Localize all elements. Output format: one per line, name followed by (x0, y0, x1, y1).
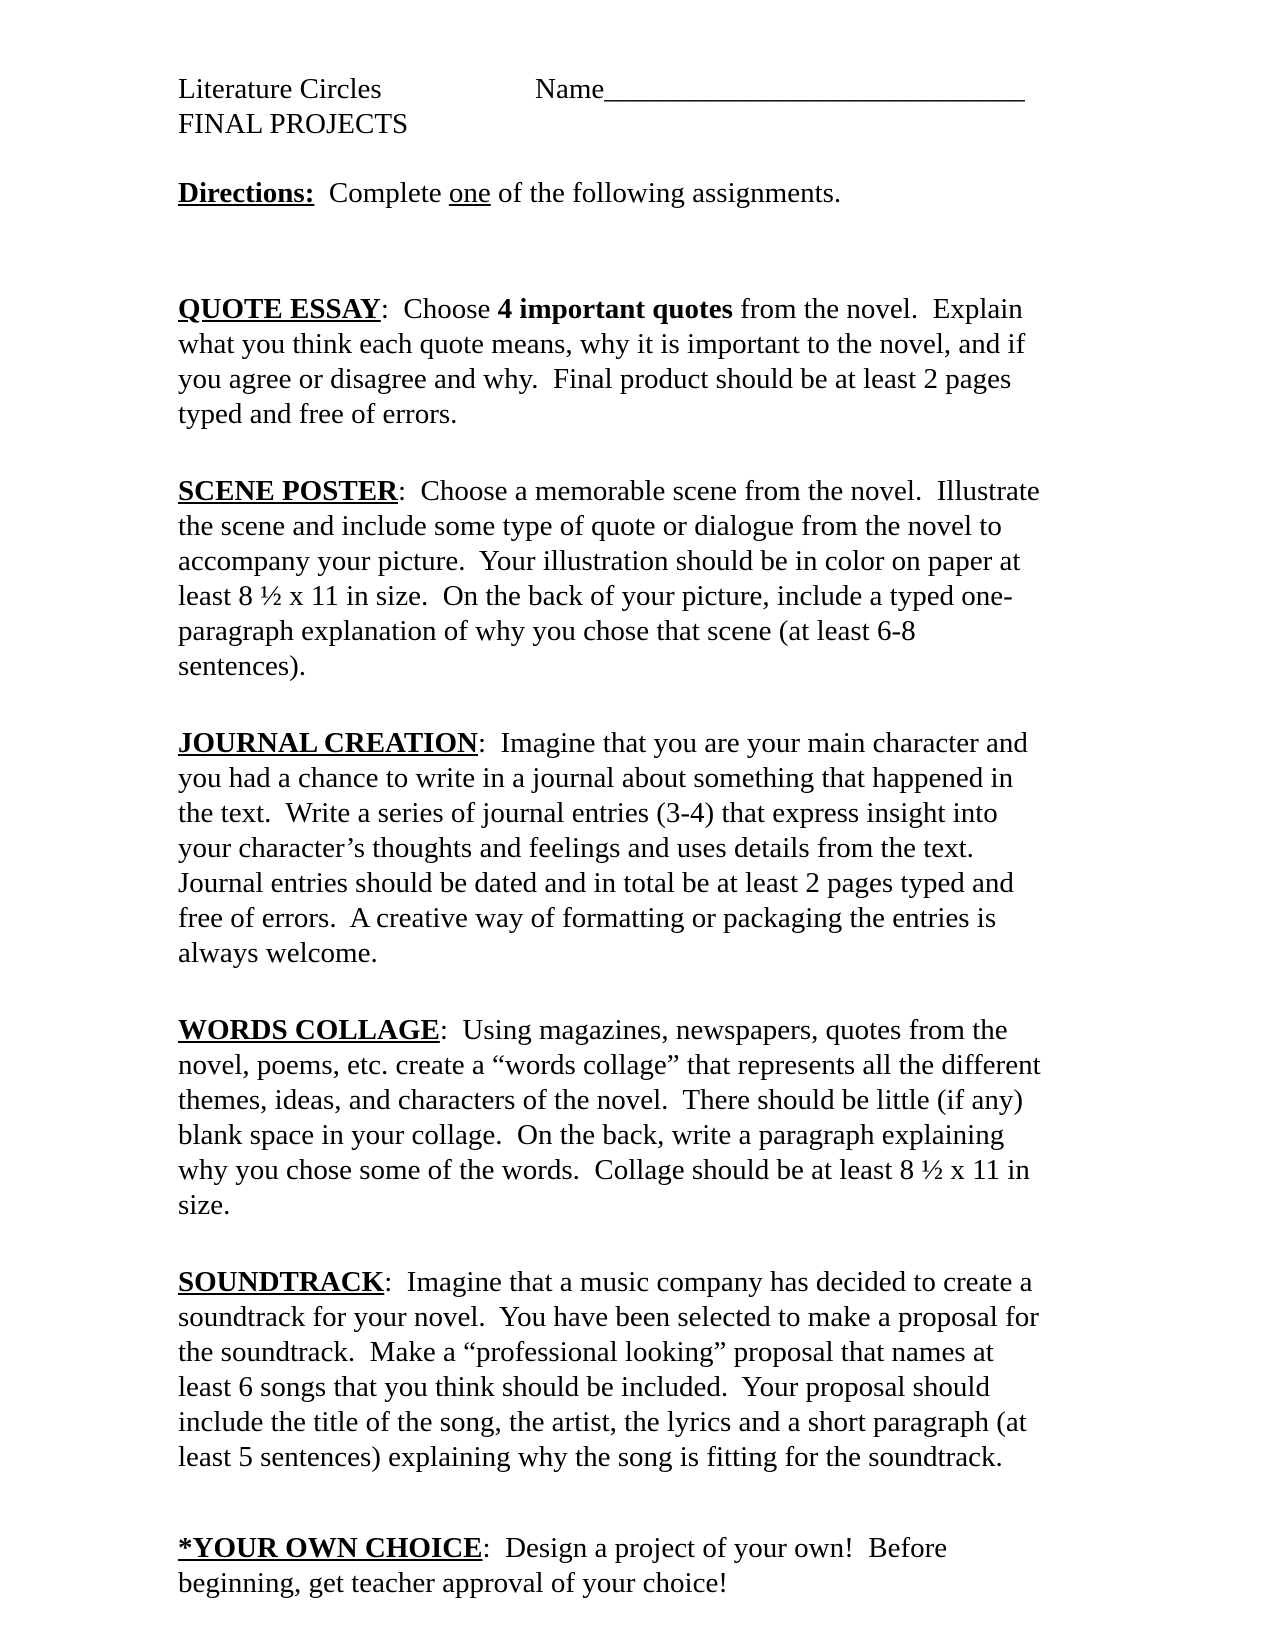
section-heading-words-collage: WORDS COLLAGE (178, 1014, 440, 1046)
text-segment: Directions: (178, 177, 315, 209)
section-quote-essay (178, 292, 1045, 432)
text-segment: one (448, 177, 491, 209)
section-journal-creation (178, 726, 1045, 971)
section-heading-soundtrack: SOUNDTRACK (178, 1266, 385, 1298)
text-segment: 4 important quotes (497, 293, 733, 325)
section-your-own-choice (178, 1531, 1045, 1601)
header (178, 72, 1045, 107)
section-heading-quote-essay: QUOTE ESSAY (178, 293, 381, 325)
name-line (535, 72, 1025, 107)
text-segment: Complete (314, 177, 449, 209)
text-segment: : Using magazines, newspapers, quotes from the novel, poems, etc. create a “words collage” that represents all the different themes, ideas, and characters of the novel. There should be little (if any) blank space in your collage. On the back, write a paragraph explaining why you chose some of the words. Collage should be at least 8 ½ x 11 in size. (178, 1014, 1048, 1221)
text-segment: : Choose (380, 293, 498, 325)
text-segment: : Choose a memorable scene from the novel. Illustrate the scene and include some type of quote or dialogue from the novel to accompany your picture. Your illustration should be in color on paper at least 8 ½ x 11 in size. On the back of your picture, include a typed one-paragraph explanation of why you chose that scene (at least 6-8 sentences). (178, 475, 1048, 682)
section-heading-scene-poster: SCENE POSTER (178, 475, 398, 507)
section-heading-journal-creation: JOURNAL CREATION (178, 727, 478, 759)
text-segment: : Imagine that you are your main character and you had a chance to write in a journal about something that happened in the text. Write a series of journal entries (3-4) that express insight into your character’s thoughts and feelings and uses details from the text. Journal entries should be dated and in total be at least 2 pages typed and free of errors. A creative way of formatting or packaging the entries is always welcome. (178, 727, 1036, 969)
course-title: Literature Circles (178, 73, 382, 105)
name-label: Name (535, 73, 605, 105)
section-words-collage (178, 1013, 1048, 1223)
page-subtitle: FINAL PROJECTS (178, 108, 409, 140)
text-segment: from the novel. Explain what you think each quote means, why it is important to the novel, and if you agree or disagree and why. Final product should be at least 2 pages typed and free of errors. (178, 293, 1033, 430)
text-segment: : Imagine that a music company has decided to create a soundtrack for your novel. You have been selected to make a proposal for the soundtrack. Make a “professional looking” proposal that names at least 6 songs that you think should be included. Your proposal should include the title of the song, the artist, the lyrics and a short paragraph (at least 5 sentences) explaining why the song is fitting for the soundtrack. (178, 1266, 1047, 1473)
section-body-journal-creation (178, 727, 1035, 969)
section-heading-your-own-choice: *YOUR OWN CHOICE (178, 1532, 483, 1564)
directions-line (178, 176, 1045, 211)
text-segment: of the following assignments. (490, 177, 842, 209)
section-soundtrack (178, 1265, 1045, 1475)
name-blank-line: _____________________________ (604, 73, 1025, 105)
section-scene-poster (178, 474, 1048, 684)
text-segment: : Design a project of your own! Before beginning, get teacher approval of your choice! (178, 1532, 955, 1599)
